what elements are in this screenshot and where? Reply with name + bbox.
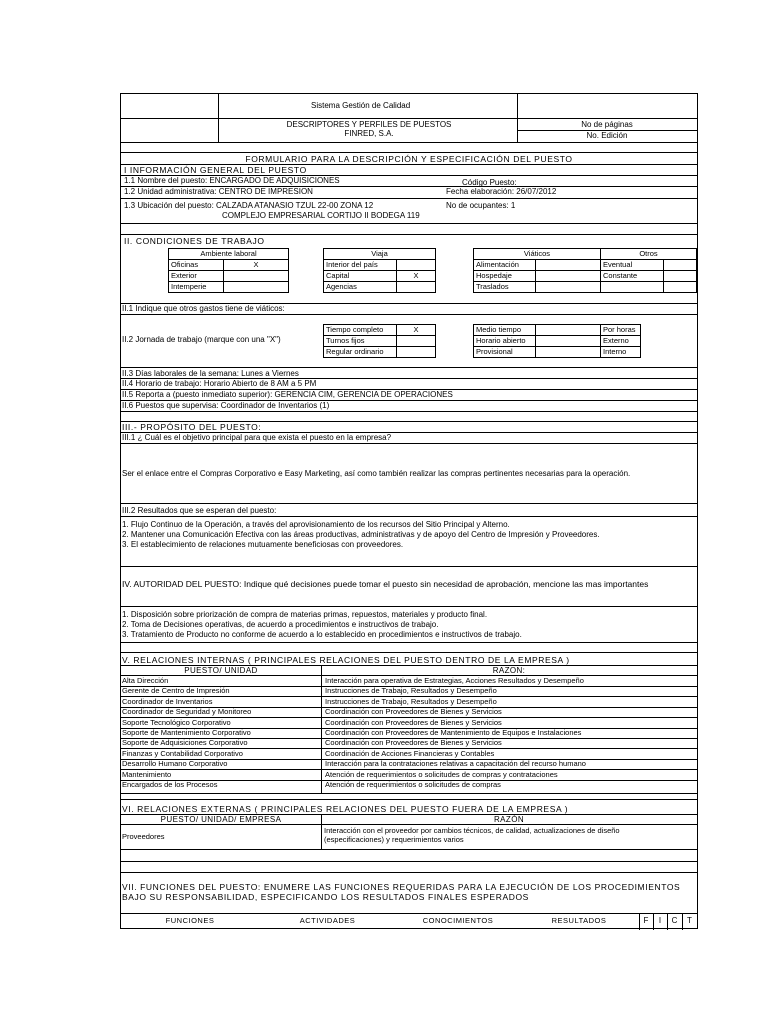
divider bbox=[121, 707, 697, 708]
table-cell: Externo bbox=[601, 336, 641, 347]
divider bbox=[121, 686, 697, 687]
table-cell: Atención de requerimientos o solicitudes de compras bbox=[325, 780, 501, 789]
table-cell: Agencias bbox=[324, 282, 397, 293]
company-name: FINRED, S.A. bbox=[344, 129, 394, 138]
divider bbox=[121, 793, 697, 794]
divider bbox=[121, 142, 697, 143]
job-description-form bbox=[120, 93, 698, 929]
authority-item: 2. Toma de Decisiones operativas, de acuerdo a procedimientos e instructivos de trabajo. bbox=[122, 620, 439, 629]
table-cell bbox=[664, 271, 697, 282]
divider bbox=[121, 223, 697, 224]
purpose-question: III.1 ¿ Cuál es el objetivo principal para que exista el puesto en la empresa? bbox=[122, 433, 392, 442]
external-reason-line2: (especificaciones) y requerimientos varios bbox=[324, 835, 464, 844]
table-cell bbox=[536, 325, 601, 336]
table-row bbox=[122, 707, 502, 717]
table-cell: Coordinación de Acciones Financieras y Contables bbox=[325, 748, 495, 758]
table-header: Ambiente laboral bbox=[169, 249, 289, 260]
table-cell: Instrucciones de Trabajo, Resultados y Desempeño bbox=[325, 696, 497, 706]
divider bbox=[121, 738, 697, 739]
schedule-table-2 bbox=[473, 324, 641, 358]
working-days: II.3 Días laborales de la semana: Lunes a Viernes bbox=[122, 369, 299, 378]
column-header: CONOCIMIENTOS bbox=[422, 916, 494, 925]
divider bbox=[121, 516, 697, 517]
occupants-count: No de ocupantes: 1 bbox=[446, 201, 516, 210]
position-code-label: Código Puesto: bbox=[462, 178, 517, 187]
work-environment-table bbox=[168, 248, 289, 293]
travel-table bbox=[323, 248, 436, 293]
column-header: RAZON: bbox=[492, 666, 526, 675]
column-header: I bbox=[658, 916, 662, 925]
schedule-table-1 bbox=[323, 324, 436, 358]
divider bbox=[121, 728, 697, 729]
supervises: II.6 Puestos que supervisa: Coordinador de Inventarios (1) bbox=[122, 401, 330, 410]
working-hours: II.4 Horario de trabajo: Horario Abierto de 8 AM a 5 PM bbox=[122, 379, 317, 388]
divider bbox=[121, 642, 697, 643]
table-cell bbox=[536, 260, 601, 271]
document-title: DESCRIPTORES Y PERFILES DE PUESTOS bbox=[286, 120, 452, 129]
section-5-title: V. RELACIONES INTERNAS ( PRINCIPALES RELACIONES DEL PUESTO DENTRO DE LA EMPRESA ) bbox=[122, 655, 570, 665]
authority-item: 3. Tratamiento de Producto no conforme de acuerdo a lo establecido en procedimientos e instructivos de trabajo. bbox=[122, 630, 522, 639]
table-cell: Oficinas bbox=[169, 260, 224, 271]
table-cell bbox=[664, 282, 697, 293]
table-cell: Constante bbox=[601, 271, 664, 282]
divider bbox=[121, 566, 697, 567]
column-header: PUESTO/ UNIDAD bbox=[184, 666, 258, 675]
divider bbox=[121, 118, 697, 119]
section-7-title: VII. FUNCIONES DEL PUESTO: ENUMERE LAS FUNCIONES REQUERIDAS PARA LA EJECUCIÓN DE LOS PROCEDIMIENTOS bbox=[122, 882, 681, 892]
table-row bbox=[122, 748, 495, 759]
system-title: Sistema Gestión de Calidad bbox=[311, 101, 411, 110]
table-cell bbox=[664, 260, 697, 271]
result-item: 2. Mantener una Comunicación Efectiva con las áreas productivas, administrativas y de apoyo del Centro de Impresión y Proveedores. bbox=[122, 530, 600, 539]
divider bbox=[121, 759, 697, 760]
divider bbox=[121, 913, 697, 914]
table-cell: Coordinador de Seguridad y Monitoreo bbox=[122, 707, 252, 717]
column-header: RAZÓN bbox=[494, 815, 524, 824]
work-schedule-question: II.2 Jornada de trabajo (marque con una "X") bbox=[122, 335, 281, 344]
table-cell: Provisional bbox=[474, 347, 536, 358]
divider bbox=[321, 814, 322, 849]
table-cell: Atención de requerimientos o solicitudes de compras y contrataciones bbox=[325, 769, 558, 779]
table-cell: Interacción para operativa de Estrategias, Acciones Resultados y Desempeño bbox=[325, 676, 584, 685]
divider bbox=[121, 234, 697, 235]
table-cell: Traslados bbox=[474, 282, 536, 293]
column-header: T bbox=[687, 916, 692, 925]
table-cell: Interior del país bbox=[324, 260, 397, 271]
table-header: Otros bbox=[601, 249, 697, 260]
column-header: F bbox=[643, 916, 649, 925]
position-location: 1.3 Ubicación del puesto: CALZADA ATANASIO TZUL 22-00 ZONA 12 bbox=[124, 201, 374, 210]
table-row bbox=[122, 728, 582, 738]
table-cell: Alta Dirección bbox=[122, 676, 169, 685]
table-cell: Eventual bbox=[601, 260, 664, 271]
table-cell: Interno bbox=[601, 347, 641, 358]
table-cell bbox=[397, 282, 436, 293]
divider bbox=[121, 606, 697, 607]
table-row bbox=[122, 676, 584, 686]
table-cell: Mantenimiento bbox=[122, 769, 172, 779]
table-cell: Coordinador de Inventarios bbox=[122, 696, 213, 706]
table-cell: Coordinación con Proveedores de Mantenimiento de Equipos e Instalaciones bbox=[325, 728, 582, 737]
section-2-title: II. CONDICIONES DE TRABAJO bbox=[124, 236, 265, 246]
table-cell: Alimentación bbox=[474, 260, 536, 271]
result-item: 3. El establecimiento de relaciones mutuamente beneficiosas con proveedores. bbox=[122, 540, 404, 549]
table-header: Viaja bbox=[324, 249, 436, 260]
section-3-title: III.- PROPÓSITO DEL PUESTO: bbox=[122, 422, 262, 432]
administrative-unit: 1.2 Unidad administrativa: CENTRO DE IMPRESION bbox=[124, 187, 313, 196]
table-cell bbox=[397, 336, 436, 347]
divider bbox=[121, 198, 697, 199]
divider bbox=[121, 849, 697, 850]
table-row bbox=[122, 717, 502, 728]
table-cell: Tiempo completo bbox=[324, 325, 397, 336]
divider bbox=[121, 367, 697, 368]
column-header: ACTIVIDADES bbox=[299, 916, 356, 925]
form-title: FORMULARIO PARA LA DESCRIPCIÓN Y ESPECIFICACIÓN DEL PUESTO bbox=[245, 154, 573, 164]
external-party: Proveedores bbox=[122, 832, 165, 841]
divider bbox=[121, 696, 697, 697]
divider bbox=[121, 769, 697, 770]
pages-label: No de páginas bbox=[581, 120, 633, 129]
table-cell bbox=[397, 260, 436, 271]
table-cell: X bbox=[224, 260, 289, 271]
divider bbox=[121, 503, 697, 504]
table-cell: Regular ordinario bbox=[324, 347, 397, 358]
table-cell: Exterior bbox=[169, 271, 224, 282]
table-cell: X bbox=[397, 271, 436, 282]
table-cell bbox=[536, 271, 601, 282]
table-cell: Soporte de Adquisiciones Corporativo bbox=[122, 738, 248, 748]
divider bbox=[121, 872, 697, 873]
edition-label: No. Edición bbox=[586, 131, 628, 140]
column-header: C bbox=[671, 916, 678, 925]
table-row bbox=[122, 769, 558, 780]
column-header: FUNCIONES bbox=[165, 916, 215, 925]
table-cell: Soporte de Mantenimiento Corporativo bbox=[122, 728, 251, 737]
table-cell: Gerente de Centro de Impresión bbox=[122, 686, 230, 696]
table-cell: Medio tiempo bbox=[474, 325, 536, 336]
table-cell: Coordinación con Proveedores de Bienes y Servicios bbox=[325, 717, 502, 727]
table-cell bbox=[397, 347, 436, 358]
section-4-title: IV. AUTORIDAD DEL PUESTO: Indique qué decisiones puede tomar el puesto sin necesidad de aprobación, mencione las mas importantes bbox=[122, 579, 649, 589]
purpose-answer: Ser el enlace entre el Compras Corporativo e Easy Marketing, así como también realizar las compras pertinentes necesarias para la operación. bbox=[122, 469, 631, 478]
table-cell: Coordinación con Proveedores de Bienes y Servicios bbox=[325, 738, 502, 748]
position-name: 1.1 Nombre del puesto: ENCARGADO DE ADQUISICIONES bbox=[124, 176, 340, 185]
table-cell: Encargados de los Procesos bbox=[122, 780, 218, 789]
table-cell: Intemperie bbox=[169, 282, 224, 293]
divider bbox=[121, 824, 697, 825]
creation-date: Fecha elaboración: 26/07/2012 bbox=[446, 187, 557, 196]
table-row bbox=[122, 759, 586, 769]
column-header: PUESTO/ UNIDAD/ EMPRESA bbox=[160, 815, 282, 824]
divider bbox=[121, 717, 697, 718]
reports-to: II.5 Reporta a (puesto inmediato superior): GERENCIA CIM, GERENCIA DE OPERACIONES bbox=[122, 390, 453, 399]
divider bbox=[121, 861, 697, 862]
position-location-line2: COMPLEJO EMPRESARIAL CORTIJO II BODEGA 119 bbox=[222, 211, 420, 220]
authority-item: 1. Disposición sobre priorización de compra de materias primas, repuestos, materiales y producto final. bbox=[122, 610, 488, 619]
divider bbox=[121, 443, 697, 444]
result-item: 1. Flujo Continuo de la Operación, a través del aprovisionamiento de los recursos del Sitio Principal y Alterno. bbox=[122, 520, 510, 529]
table-cell: Finanzas y Contabilidad Corporativo bbox=[122, 748, 243, 758]
table-cell: Coordinación con Proveedores de Bienes y Servicios bbox=[325, 707, 502, 717]
table-cell: Soporte Tecnológico Corporativo bbox=[122, 717, 231, 727]
table-cell bbox=[224, 282, 289, 293]
table-cell bbox=[536, 347, 601, 358]
table-header: Viáticos bbox=[474, 249, 601, 260]
table-cell bbox=[601, 282, 664, 293]
table-cell bbox=[536, 336, 601, 347]
travel-expenses-table bbox=[473, 248, 697, 293]
other-expenses-question: II.1 Indique que otros gastos tiene de viáticos: bbox=[122, 304, 285, 313]
table-cell: Por horas bbox=[601, 325, 641, 336]
divider bbox=[121, 780, 697, 781]
table-cell bbox=[224, 271, 289, 282]
table-cell: Instrucciones de Trabajo, Resultados y Desempeño bbox=[325, 686, 497, 696]
table-cell: Interacción para la contrataciones relativas a capacitación del recurso humano bbox=[325, 759, 586, 769]
table-cell: Horario abierto bbox=[474, 336, 536, 347]
column-header: RESULTADOS bbox=[551, 916, 607, 925]
table-cell: Capital bbox=[324, 271, 397, 282]
table-cell: Desarrollo Humano Corporativo bbox=[122, 759, 228, 769]
table-cell: X bbox=[397, 325, 436, 336]
divider bbox=[121, 152, 697, 153]
table-cell: Turnos fijos bbox=[324, 336, 397, 347]
divider bbox=[121, 748, 697, 749]
section-1-title: I INFORMACIÓN GENERAL DEL PUESTO bbox=[124, 165, 307, 175]
table-row bbox=[122, 780, 501, 790]
divider bbox=[121, 799, 697, 800]
table-cell: Hospedaje bbox=[474, 271, 536, 282]
table-cell bbox=[536, 282, 601, 293]
results-question: III.2 Resultados que se esperan del puesto: bbox=[122, 506, 277, 515]
divider bbox=[321, 665, 322, 793]
divider bbox=[121, 411, 697, 412]
table-row bbox=[122, 696, 497, 707]
section-6-title: VI. RELACIONES EXTERNAS ( PRINCIPALES RELACIONES DEL PUESTO FUERA DE LA EMPRESA ) bbox=[122, 804, 569, 814]
divider bbox=[121, 314, 697, 315]
external-reason: Interacción con el proveedor por cambios técnicos, de calidad, actualizaciones de diseño bbox=[324, 826, 620, 835]
divider bbox=[121, 652, 697, 653]
section-7-title-line2: BAJO SU RESPONSABILIDAD, ESPECIFICANDO LOS RESULTADOS FINALES ESPERADOS bbox=[122, 892, 529, 902]
